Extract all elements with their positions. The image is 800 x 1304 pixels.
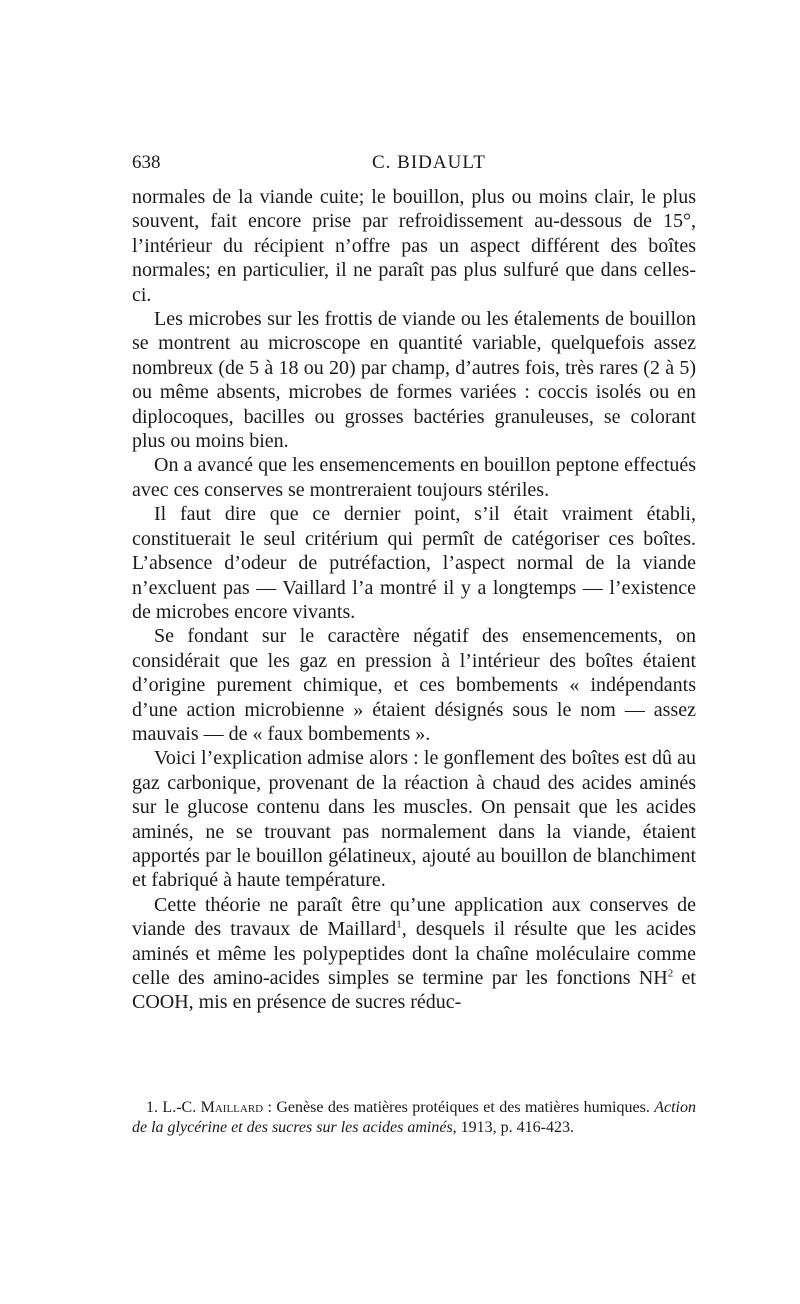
paragraph: On a avancé que les ensemencements en bouillon peptone effectués avec ces conserves se montreraient toujours stériles. [132, 454, 696, 501]
footnote-reference: 1 [396, 918, 402, 931]
paragraph-text: , desquels il résulte que les acides aminés et même les polypeptides dont la chaîne moléculaire comme celle des amino-acides simples se termine par les fonctions NH [132, 918, 696, 989]
body-text [132, 185, 696, 1015]
paragraph-text: et COOH, mis en présence de sucres réduc- [132, 967, 696, 1014]
footnote-author: L.-C. Maillard [162, 1099, 264, 1116]
footnote-publication: , 1913, p. 416-423. [452, 1118, 574, 1136]
paragraph: Il faut dire que ce dernier point, s’il était vraiment établi, constituerait le seul critérium qui permît de catégoriser ces boîtes. L’absence d’odeur de putréfaction, l’aspect normal de la viande n’excluent pas — Vaillard l’a montré il y a longtemps — l’existence de microbes encore vivants. [132, 503, 696, 623]
paragraph: Les microbes sur les frottis de viande ou les étalements de bouillon se montrent au microscope en quantité variable, quelquefois assez nombreux (de 5 à 18 ou 20) par champ, d’autres fois, très rares (2 à 5) ou même absents, microbes de formes variées : coccis isolés ou en diplocoques, bacilles ou grosses bactéries granuleuses, se colorant plus ou moins bien. [132, 308, 696, 453]
page-header [132, 152, 692, 176]
footnote [132, 1098, 696, 1137]
paragraph: Se fondant sur le caractère négatif des ensemencements, on considérait que les gaz en pression à l’intérieur des boîtes étaient d’origine purement chimique, et ces bombements « indépendants d’une action microbienne » étaient désignés sous le nom — assez mauvais — de « faux bombements ». [132, 625, 696, 745]
page-number: 638 [132, 152, 161, 173]
paragraph: normales de la viande cuite; le bouillon, plus ou moins clair, le plus souvent, fait encore prise par refroidissement au-dessous de 15°, l’intérieur du récipient n’offre pas un aspect différent des boîtes normales; en particulier, il ne paraît pas plus sulfuré que dans celles-ci. [132, 186, 696, 306]
running-head: C. BIDAULT [372, 152, 486, 173]
footnote-number: 1. [146, 1099, 158, 1116]
paragraph: Voici l’explication admise alors : le gonflement des boîtes est dû au gaz carbonique, provenant de la réaction à chaud des acides aminés sur le glucose contenu dans les muscles. On pensait que les acides aminés, ne se trouvant pas normalement dans la viande, étaient apportés par le bouillon gélatineux, ajouté au bouillon de blanchiment et fabriqué à haute température. [132, 747, 696, 892]
footnote-title: : Genèse des matières protéiques et des matières humiques. [263, 1099, 655, 1116]
paragraph-text: Cette théorie ne paraît être qu’une application aux conserves de viande des travaux de Maillard [132, 893, 696, 941]
paragraph-last [132, 893, 696, 1015]
superscript: 2 [667, 967, 674, 980]
footnote-italic-title: Action de la glycérine et des sucres sur les acides aminés [132, 1099, 696, 1136]
